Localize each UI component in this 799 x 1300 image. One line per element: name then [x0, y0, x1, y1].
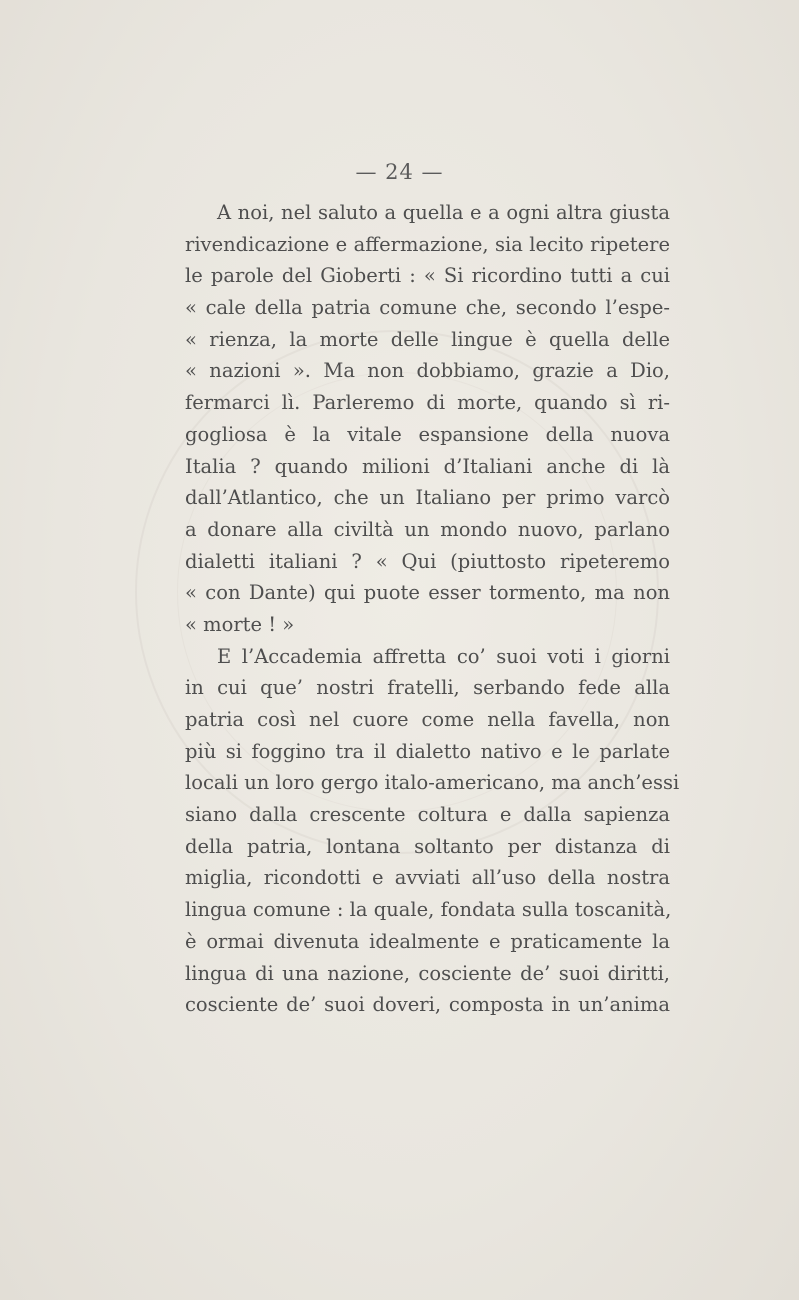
text-line: cosciente de’ suoi doveri, composta in un’anima — [185, 993, 670, 1017]
text-line: a donare alla civiltà un mondo nuovo, parlano — [185, 517, 670, 541]
text-line: dialetti italiani ? « Qui (piuttosto ripeteremo — [185, 549, 670, 573]
text-line: locali un loro gergo italo-americano, ma anch’essi — [185, 771, 680, 795]
text-line: lingua comune : la quale, fondata sulla toscanità, — [185, 898, 672, 922]
text-line: rivendicazione e affermazione, sia lecito ripetere — [185, 232, 670, 256]
text-line: dall’Atlantico, che un Italiano per primo varcò — [185, 486, 670, 510]
text-line: miglia, ricondotti e avviati all’uso della nostra — [185, 866, 670, 890]
text-line: lingua di una nazione, cosciente de’ suoi diritti, — [185, 961, 670, 985]
text-line: patria così nel cuore come nella favella, non — [185, 708, 670, 731]
text-line: « cale della patria comune che, secondo l’espe- — [185, 296, 670, 320]
text-line: gogliosa è la vitale espansione della nuova — [185, 422, 670, 446]
text-line: della patria, lontana soltanto per distanza di — [185, 834, 670, 858]
text-line: le parole del Gioberti : « Si ricordino tutti a cui — [185, 264, 670, 288]
text-line: siano dalla crescente coltura e dalla sapienza — [185, 803, 670, 827]
text-line: « morte ! » — [185, 612, 295, 636]
text-line: Italia ? quando milioni d’Italiani anche di là — [185, 454, 670, 478]
body-text — [185, 197, 680, 1021]
text-line: « rienza, la morte delle lingue è quella delle — [185, 327, 670, 351]
page-number: — 24 — — [355, 160, 444, 184]
text-line: più si foggino tra il dialetto nativo e le parlate — [185, 739, 670, 763]
text-line: è ormai divenuta idealmente e praticamente la — [185, 929, 670, 953]
text-line: A noi, nel saluto a quella e a ogni altra giusta — [217, 201, 670, 224]
text-line: E l’Accademia affretta co’ suoi voti i giorni — [217, 644, 670, 668]
text-line: in cui que’ nostri fratelli, serbando fede alla — [185, 676, 670, 700]
text-line: « nazioni ». Ma non dobbiamo, grazie a Dio, — [185, 359, 670, 383]
text-line: fermarci lì. Parleremo di morte, quando sì ri- — [185, 391, 670, 415]
text-line: « con Dante) qui puote esser tormento, ma non — [185, 581, 670, 605]
